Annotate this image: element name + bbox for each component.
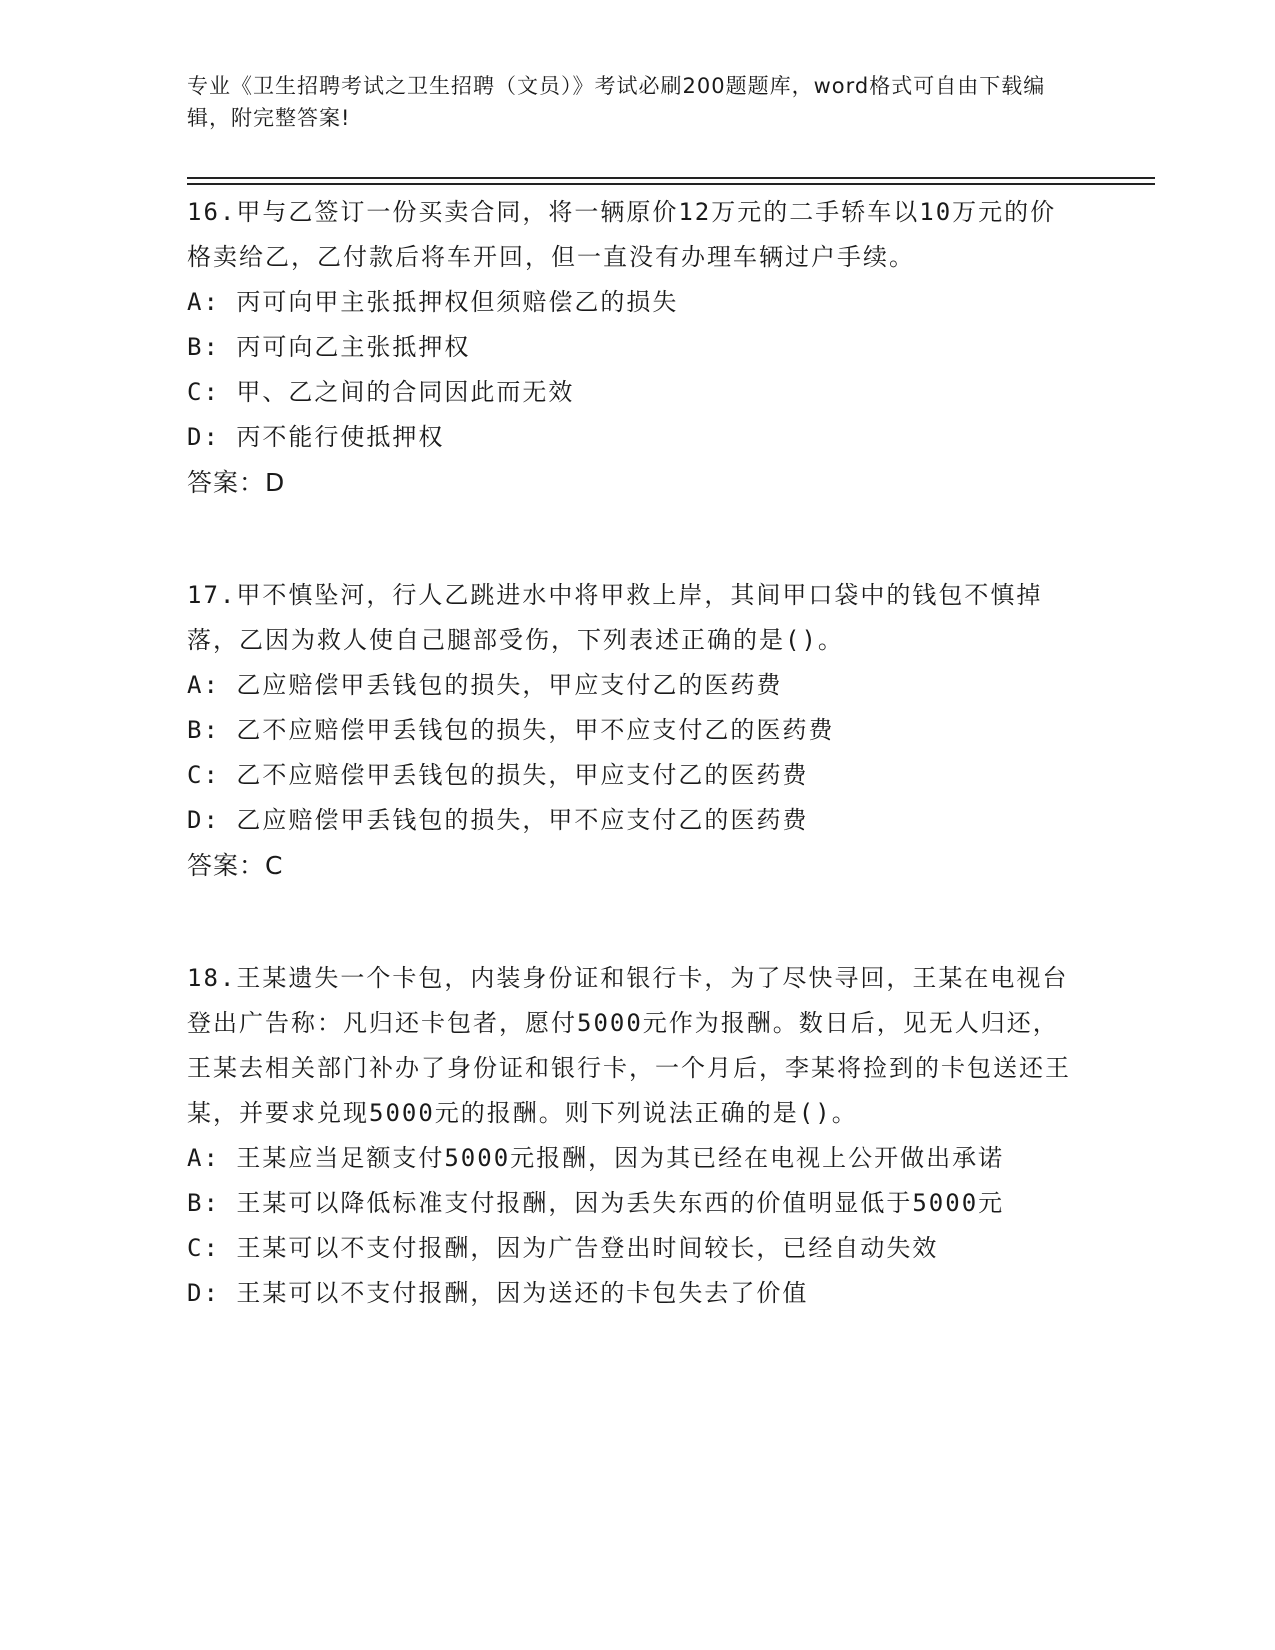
option-b: B: 丙可向乙主张抵押权 — [187, 333, 471, 361]
question-stem: 18.王某遗失一个卡包，内装身份证和银行卡，为了尽快寻回，王某在电视台登出广告称：凡归还卡包者，愿付5000元作为报酬。数日后，见无人归还，王某去相关部门补办了身份证和银行卡，一个月后，李某将捡到的卡包送还王某，并要求兑现5000元的报酬。则下列说法正确的是()。 — [187, 964, 1071, 1127]
option-c: C: 王某可以不支付报酬，因为广告登出时间较长，已经自动失效 — [187, 1234, 939, 1262]
option-d: D: 王某可以不支付报酬，因为送还的卡包失去了价值 — [187, 1279, 809, 1307]
option-a: A: 王某应当足额支付5000元报酬，因为其已经在电视上公开做出承诺 — [187, 1144, 1005, 1172]
question-18 — [187, 954, 1077, 1316]
option-c: C: 甲、乙之间的合同因此而无效 — [187, 378, 575, 406]
document-header: 专业《卫生招聘考试之卫生招聘（文员）》考试必刷200题题库，word格式可自由下载编辑，附完整答案! — [187, 74, 1046, 130]
option-b: B: 王某可以降低标准支付报酬，因为丢失东西的价值明显低于5000元 — [187, 1189, 1005, 1217]
answer-label: 答案：D — [187, 468, 286, 497]
header-rule-top — [187, 177, 1155, 179]
question-spacer — [187, 888, 1077, 954]
option-a: A: 丙可向甲主张抵押权但须赔偿乙的损失 — [187, 288, 679, 316]
question-17 — [187, 571, 1077, 888]
question-spacer — [187, 505, 1077, 571]
question-16 — [187, 188, 1077, 505]
option-a: A: 乙应赔偿甲丢钱包的损失，甲应支付乙的医药费 — [187, 671, 783, 699]
answer-label: 答案：C — [187, 851, 284, 880]
question-stem: 17.甲不慎坠河，行人乙跳进水中将甲救上岸，其间甲口袋中的钱包不慎掉落，乙因为救人使自己腿部受伤，下列表述正确的是()。 — [187, 581, 1043, 654]
option-d: D: 乙应赔偿甲丢钱包的损失，甲不应支付乙的医药费 — [187, 806, 809, 834]
header-rule-bottom — [187, 183, 1155, 185]
question-stem: 16.甲与乙签订一份买卖合同，将一辆原价12万元的二手轿车以10万元的价格卖给乙，乙付款后将车开回，但一直没有办理车辆过户手续。 — [187, 198, 1057, 271]
option-d: D: 丙不能行使抵押权 — [187, 423, 445, 451]
question-list — [187, 188, 1077, 1316]
option-c: C: 乙不应赔偿甲丢钱包的损失，甲应支付乙的医药费 — [187, 761, 809, 789]
option-b: B: 乙不应赔偿甲丢钱包的损失，甲不应支付乙的医药费 — [187, 716, 835, 744]
